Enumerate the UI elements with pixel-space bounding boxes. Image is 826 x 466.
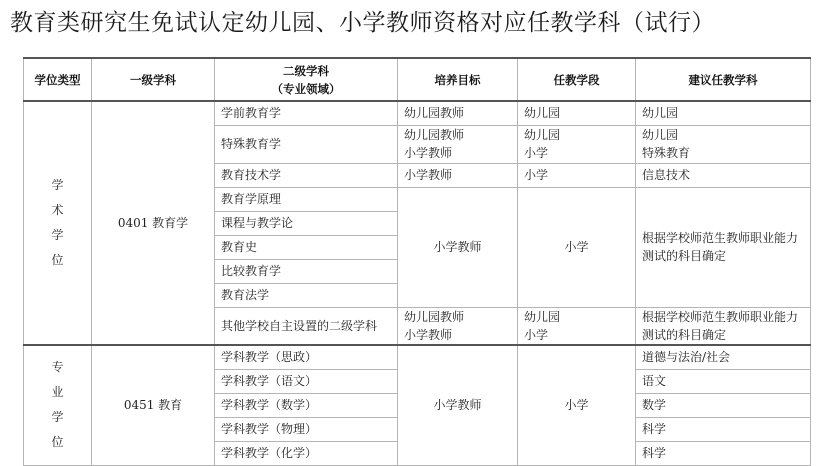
suggested-subject: 科学 [636, 441, 811, 465]
header-second-discipline-line1: 二级学科 [283, 63, 329, 78]
sub-discipline: 学科教学（物理） [215, 417, 398, 441]
table-row [24, 101, 811, 125]
training-goal: 小学教师 [398, 345, 518, 465]
header-second-discipline [215, 58, 398, 101]
suggested-subject: 科学 [636, 417, 811, 441]
suggested-subject: 数学 [636, 393, 811, 417]
discipline-professional: 0451 教育 [92, 345, 215, 465]
sub-discipline: 教育史 [215, 235, 398, 259]
teaching-stage: 幼儿园 小学 [518, 307, 636, 345]
sub-discipline: 学前教育学 [215, 101, 398, 125]
training-goal: 幼儿园教师 [398, 101, 518, 125]
suggested-subject: 幼儿园 特殊教育 [636, 125, 811, 163]
header-second-discipline-line2: （专业领域） [271, 81, 341, 96]
suggested-subject: 语文 [636, 369, 811, 393]
degree-type-academic: 学 术 学 位 [24, 101, 92, 345]
page-title: 教育类研究生免试认定幼儿园、小学教师资格对应任教学科（试行） [10, 10, 715, 36]
sub-discipline: 比较教育学 [215, 259, 398, 283]
teaching-stage: 小学 [518, 163, 636, 187]
teaching-stage: 小学 [518, 187, 636, 307]
training-goal: 幼儿园教师 小学教师 [398, 307, 518, 345]
training-goal: 小学教师 [398, 187, 518, 307]
sub-discipline: 其他学校自主设置的二级学科 [215, 307, 398, 345]
suggested-subject: 根据学校师范生教师职业能力 测试的科目确定 [636, 187, 811, 307]
table-row [24, 345, 811, 369]
header-teaching-stage: 任教学段 [518, 58, 636, 101]
qualification-table [23, 57, 811, 466]
sub-discipline: 教育法学 [215, 283, 398, 307]
training-goal: 小学教师 [398, 163, 518, 187]
header-first-discipline: 一级学科 [92, 58, 215, 101]
sub-discipline: 课程与教学论 [215, 211, 398, 235]
suggested-subject: 信息技术 [636, 163, 811, 187]
teaching-stage: 幼儿园 小学 [518, 125, 636, 163]
suggested-subject: 幼儿园 [636, 101, 811, 125]
teaching-stage: 小学 [518, 345, 636, 465]
sub-discipline: 教育技术学 [215, 163, 398, 187]
header-degree-type: 学位类型 [24, 58, 92, 101]
sub-discipline: 学科教学（语文） [215, 369, 398, 393]
sub-discipline: 特殊教育学 [215, 125, 398, 163]
training-goal: 幼儿园教师 小学教师 [398, 125, 518, 163]
suggested-subject: 道德与法治/社会 [636, 345, 811, 369]
sub-discipline: 学科教学（化学） [215, 441, 398, 465]
suggested-subject: 根据学校师范生教师职业能力 测试的科目确定 [636, 307, 811, 345]
header-row [24, 58, 811, 101]
header-training-goal: 培养目标 [398, 58, 518, 101]
sub-discipline: 学科教学（数学） [215, 393, 398, 417]
discipline-academic: 0401 教育学 [92, 101, 215, 345]
sub-discipline: 学科教学（思政） [215, 345, 398, 369]
sub-discipline: 教育学原理 [215, 187, 398, 211]
header-suggested-subject: 建议任教学科 [636, 58, 811, 101]
degree-type-professional: 专 业 学 位 [24, 345, 92, 465]
teaching-stage: 幼儿园 [518, 101, 636, 125]
